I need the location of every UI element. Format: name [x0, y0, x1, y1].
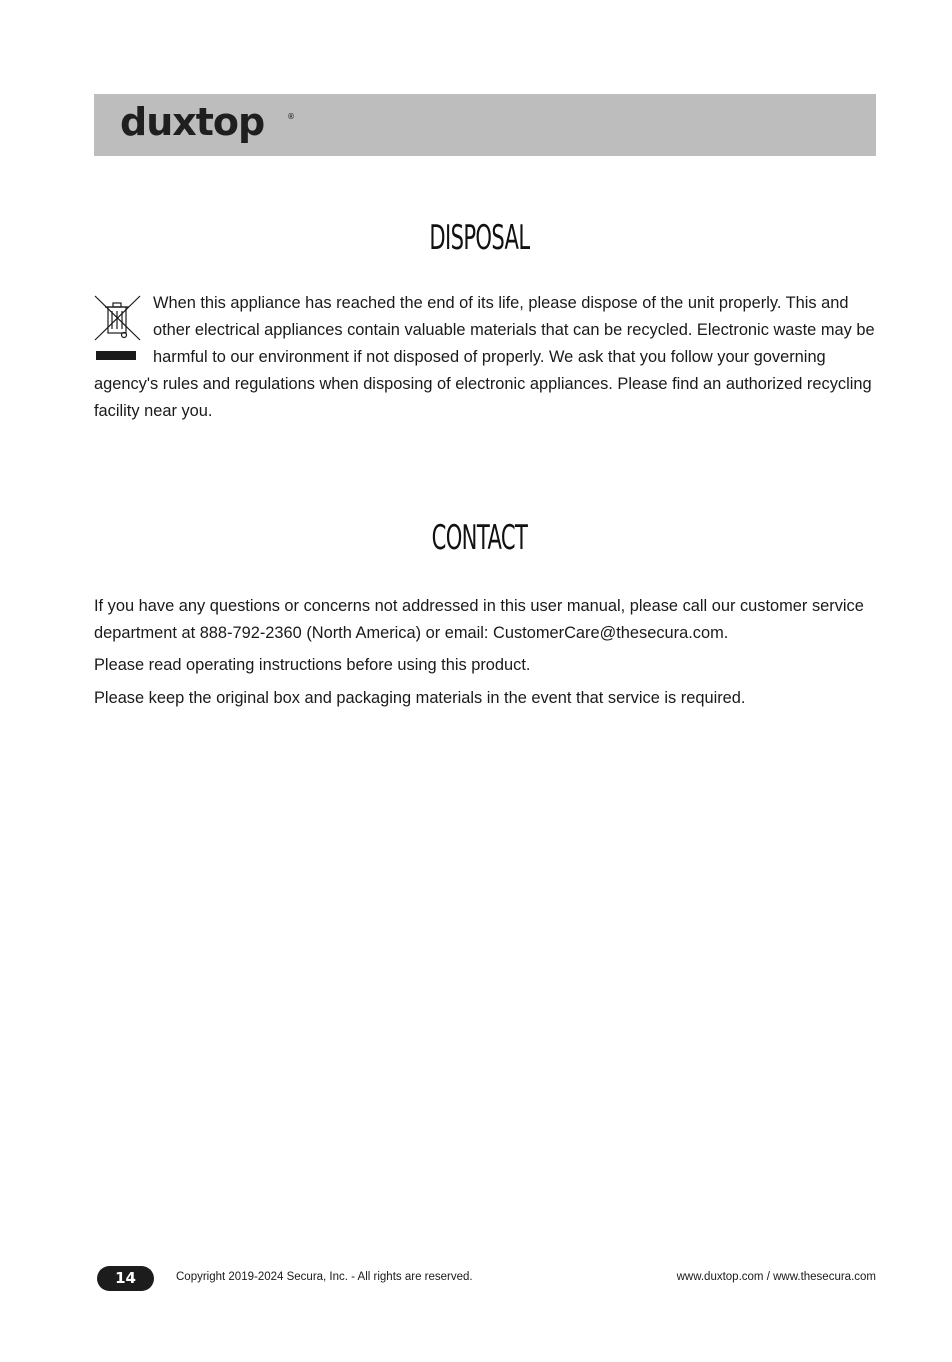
packaging-note: Please keep the original box and packaging materials in the event that service is required. [94, 689, 746, 707]
duxtop-logo: duxtop [120, 100, 265, 144]
registered-mark: ® [287, 112, 295, 121]
disposal-paragraph: When this appliance has reached the end of its life, please dispose of the unit properly. This and other electrical appliances contain valuable materials that can be recycled. Electronic waste may be harmful to our environment if not disposed of properly. We ask that you follow your governing agency's rules and regulations when disposing of electronic appliances. Please find an authorized recycling facility near you. [94, 294, 875, 420]
contact-paragraph: If you have any questions or concerns not addressed in this user manual, please call our customer service department at 888-792-2360 (North America) or email: CustomerCare@thesecura.com. [94, 597, 864, 642]
header-band [94, 94, 876, 156]
page-number-badge: 14 [97, 1266, 154, 1291]
contact-title: CONTACT [431, 518, 528, 558]
instructions-note: Please read operating instructions before using this product. [94, 656, 531, 674]
disposal-title: DISPOSAL [429, 218, 530, 258]
copyright-text: Copyright 2019-2024 Secura, Inc. - All rights are reserved. [176, 1271, 473, 1283]
website-links: www.duxtop.com / www.thesecura.com [676, 1271, 876, 1283]
contact-block [94, 593, 894, 712]
